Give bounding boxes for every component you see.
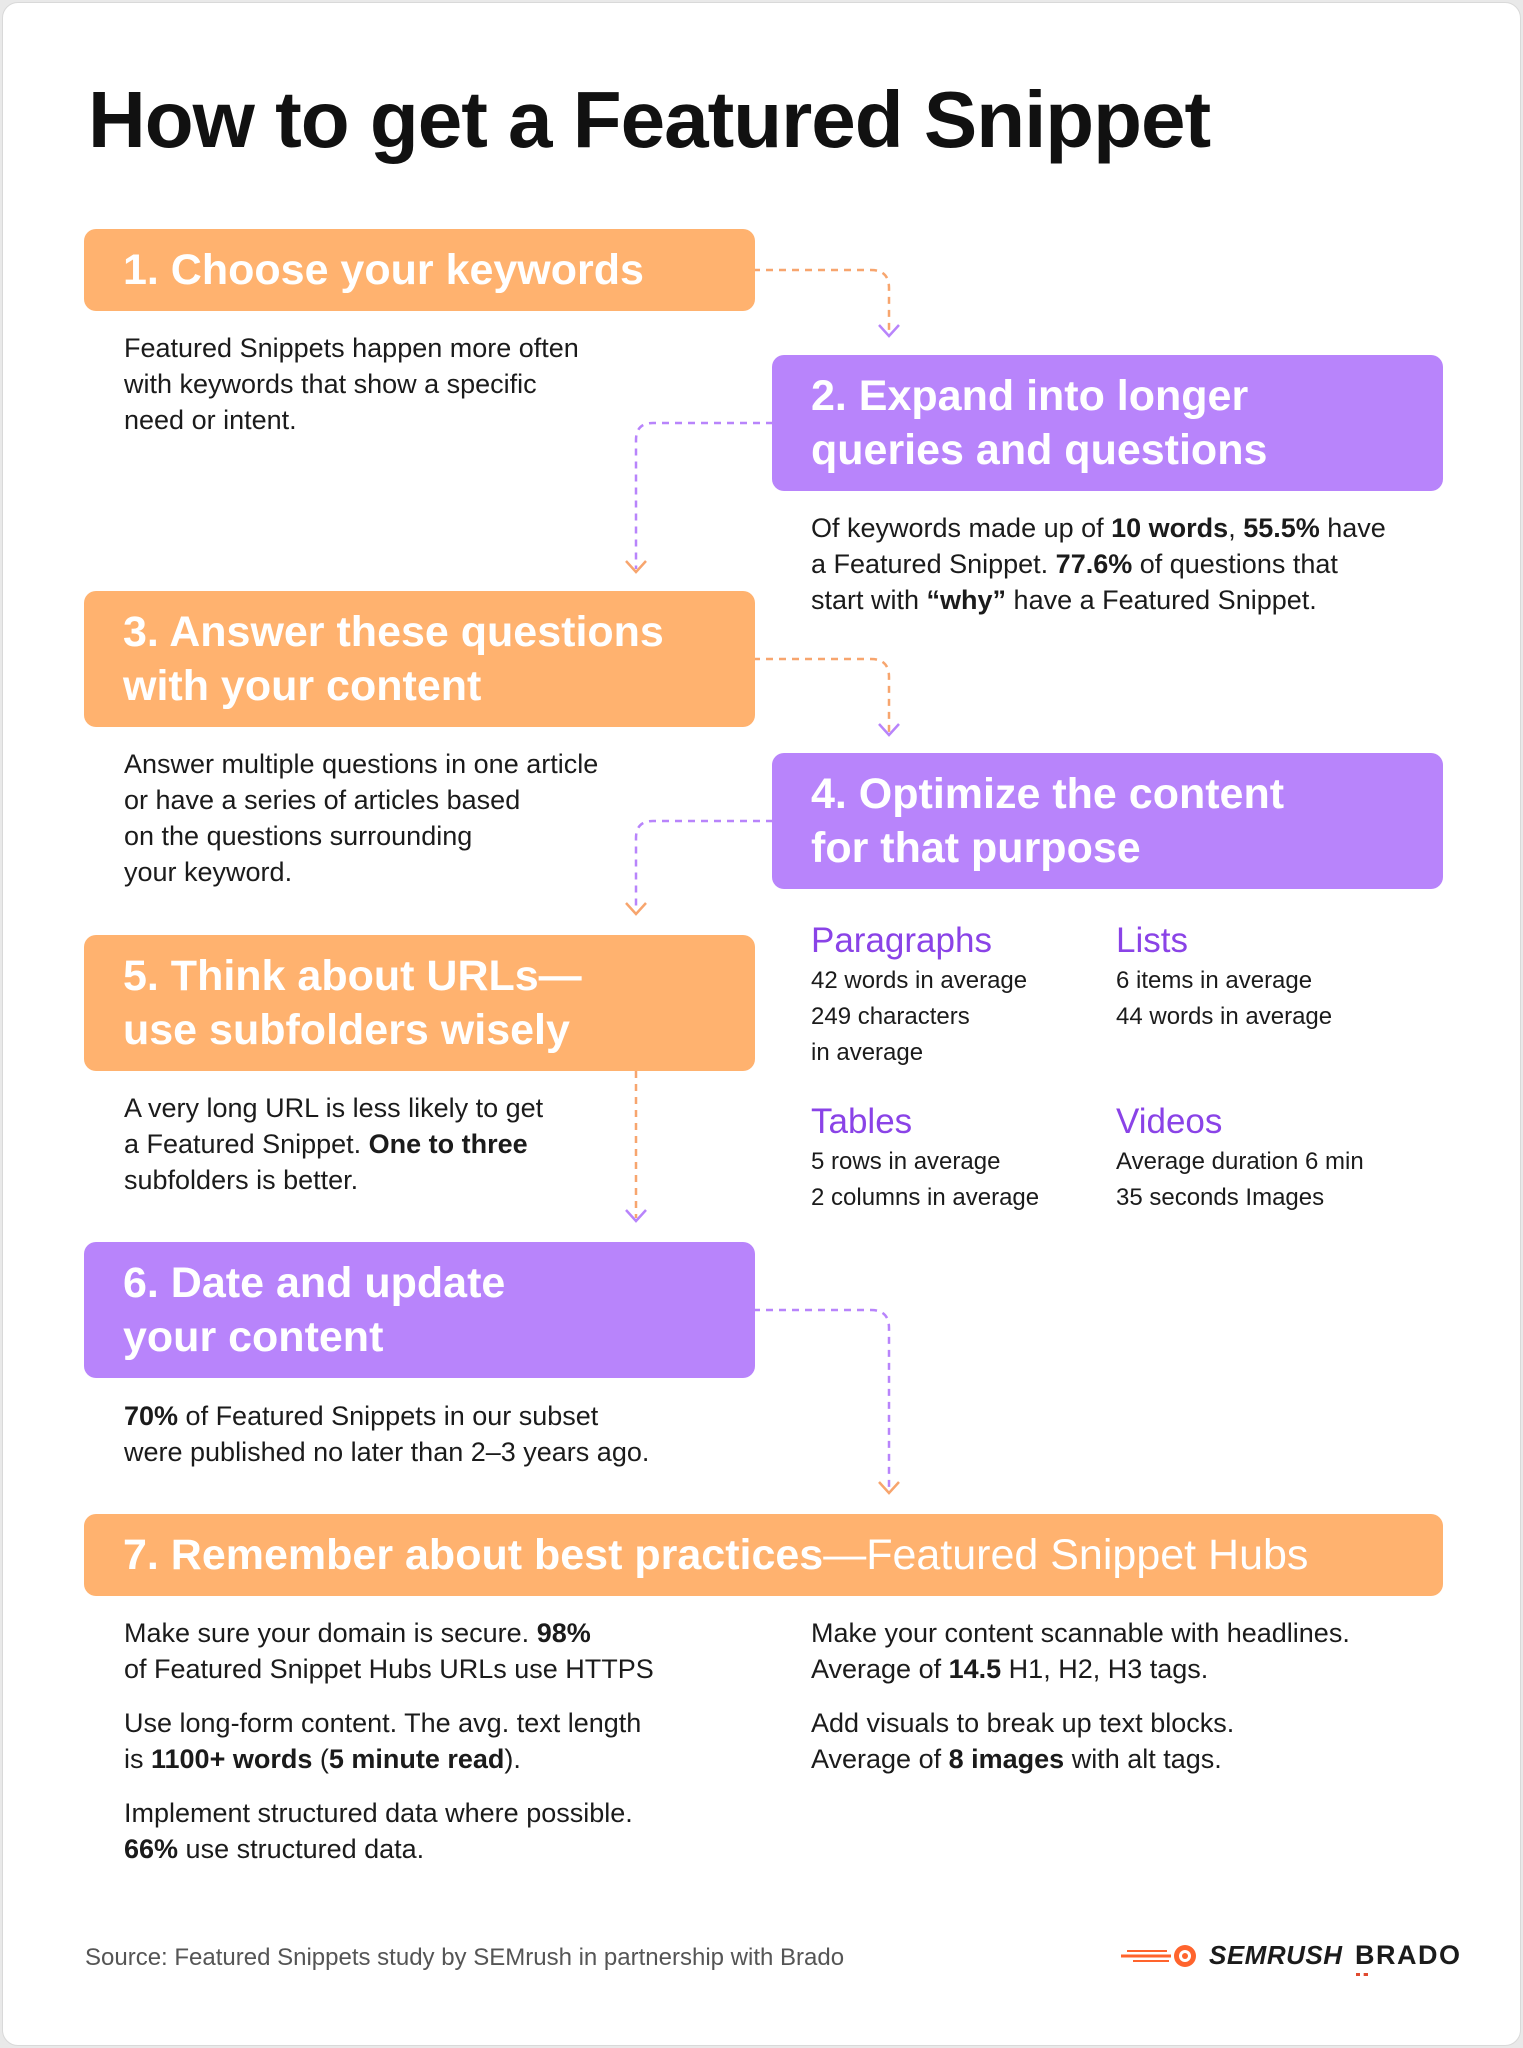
step-1-header <box>84 229 755 311</box>
connector-3-4 <box>753 659 889 732</box>
connector-6-7 <box>753 1310 889 1490</box>
step-4-header <box>772 753 1443 889</box>
step-5-header <box>84 935 755 1071</box>
videos-heading: Videos <box>1116 1102 1223 1141</box>
semrush-wordmark: SEMRUSH <box>1209 1940 1343 1970</box>
step-7-header <box>84 1514 1443 1596</box>
step-7-right-column: Make your content scannable with headlines. Average of 14.5 H1, H2, H3 tags. Add visuals to break up text blocks. Average of 8 images with alt tags. <box>811 1618 1350 1774</box>
step-1-title: 1. Choose your keywords <box>123 246 644 294</box>
step-5-title-line-1: 5. Think about URLs— <box>123 952 582 1000</box>
connector-1-2 <box>753 270 889 333</box>
step-2-title-line-2: queries and questions <box>811 426 1268 474</box>
page-title: How to get a Featured Snippet <box>88 75 1211 164</box>
step-1-text-line: with keywords that show a specific <box>124 369 537 399</box>
videos-stats: Average duration 6 min 35 seconds Images <box>1116 1148 1364 1211</box>
brado-logo: BRADO <box>1355 1940 1462 1970</box>
semrush-flame-icon <box>1119 1943 1201 1969</box>
paragraphs-stats: 42 words in average 249 characters in average <box>811 967 1028 1066</box>
lists-heading: Lists <box>1116 921 1188 960</box>
connector-4-5 <box>636 821 773 911</box>
step-3-text: Answer multiple questions in one article or have a series of articles based on the questions surrounding your keyword. <box>124 749 599 887</box>
step-5-title-line-2: use subfolders wisely <box>123 1006 570 1054</box>
connector-2-3 <box>636 423 773 569</box>
brado-logo-accent <box>1356 1973 1368 1979</box>
step-2-header <box>772 355 1443 491</box>
semrush-logo <box>1119 1940 1343 1971</box>
step-4-title-line-1: 4. Optimize the content <box>811 770 1285 818</box>
step-2-text: Of keywords made up of 10 words, 55.5% have a Featured Snippet. 77.6% of questions that start with “why” have a Featured Snippet. <box>811 513 1386 615</box>
step-1-text-line: Featured Snippets happen more often <box>124 333 579 363</box>
source-note: Source: Featured Snippets study by SEMrush in partnership with Brado <box>85 1944 845 1971</box>
step-4-title-line-2: for that purpose <box>811 824 1141 872</box>
lists-stats: 6 items in average 44 words in average <box>1116 967 1333 1030</box>
paragraphs-heading: Paragraphs <box>811 921 992 960</box>
step-6-text: 70% of Featured Snippets in our subset were published no later than 2–3 years ago. <box>124 1401 650 1467</box>
step-6-header <box>84 1242 755 1378</box>
step-3-title-line-2: with your content <box>123 662 482 710</box>
step-1-text <box>124 330 579 438</box>
step-5-text: A very long URL is less likely to get a Featured Snippet. One to three subfolders is better. <box>124 1093 544 1195</box>
infographic-card <box>2 2 1521 2046</box>
step-1-text-line: need or intent. <box>124 405 297 435</box>
step-2-title-line-1: 2. Expand into longer <box>811 372 1249 420</box>
step-7-title: 7. Remember about best practices—Featured Snippet Hubs <box>123 1531 1309 1579</box>
step-3-header <box>84 591 755 727</box>
step-7-left-column: Make sure your domain is secure. 98% of Featured Snippet Hubs URLs use HTTPS Use long-form content. The avg. text length is 1100+ words (5 minute read). Implement structured data where possible. 66% use structured data. <box>124 1618 654 1864</box>
tables-stats: 5 rows in average 2 columns in average <box>811 1148 1040 1211</box>
step-6-title-line-1: 6. Date and update <box>123 1259 506 1307</box>
tables-heading: Tables <box>811 1102 913 1141</box>
step-6-title-line-2: your content <box>123 1313 384 1361</box>
step-3-title-line-1: 3. Answer these questions <box>123 608 664 656</box>
